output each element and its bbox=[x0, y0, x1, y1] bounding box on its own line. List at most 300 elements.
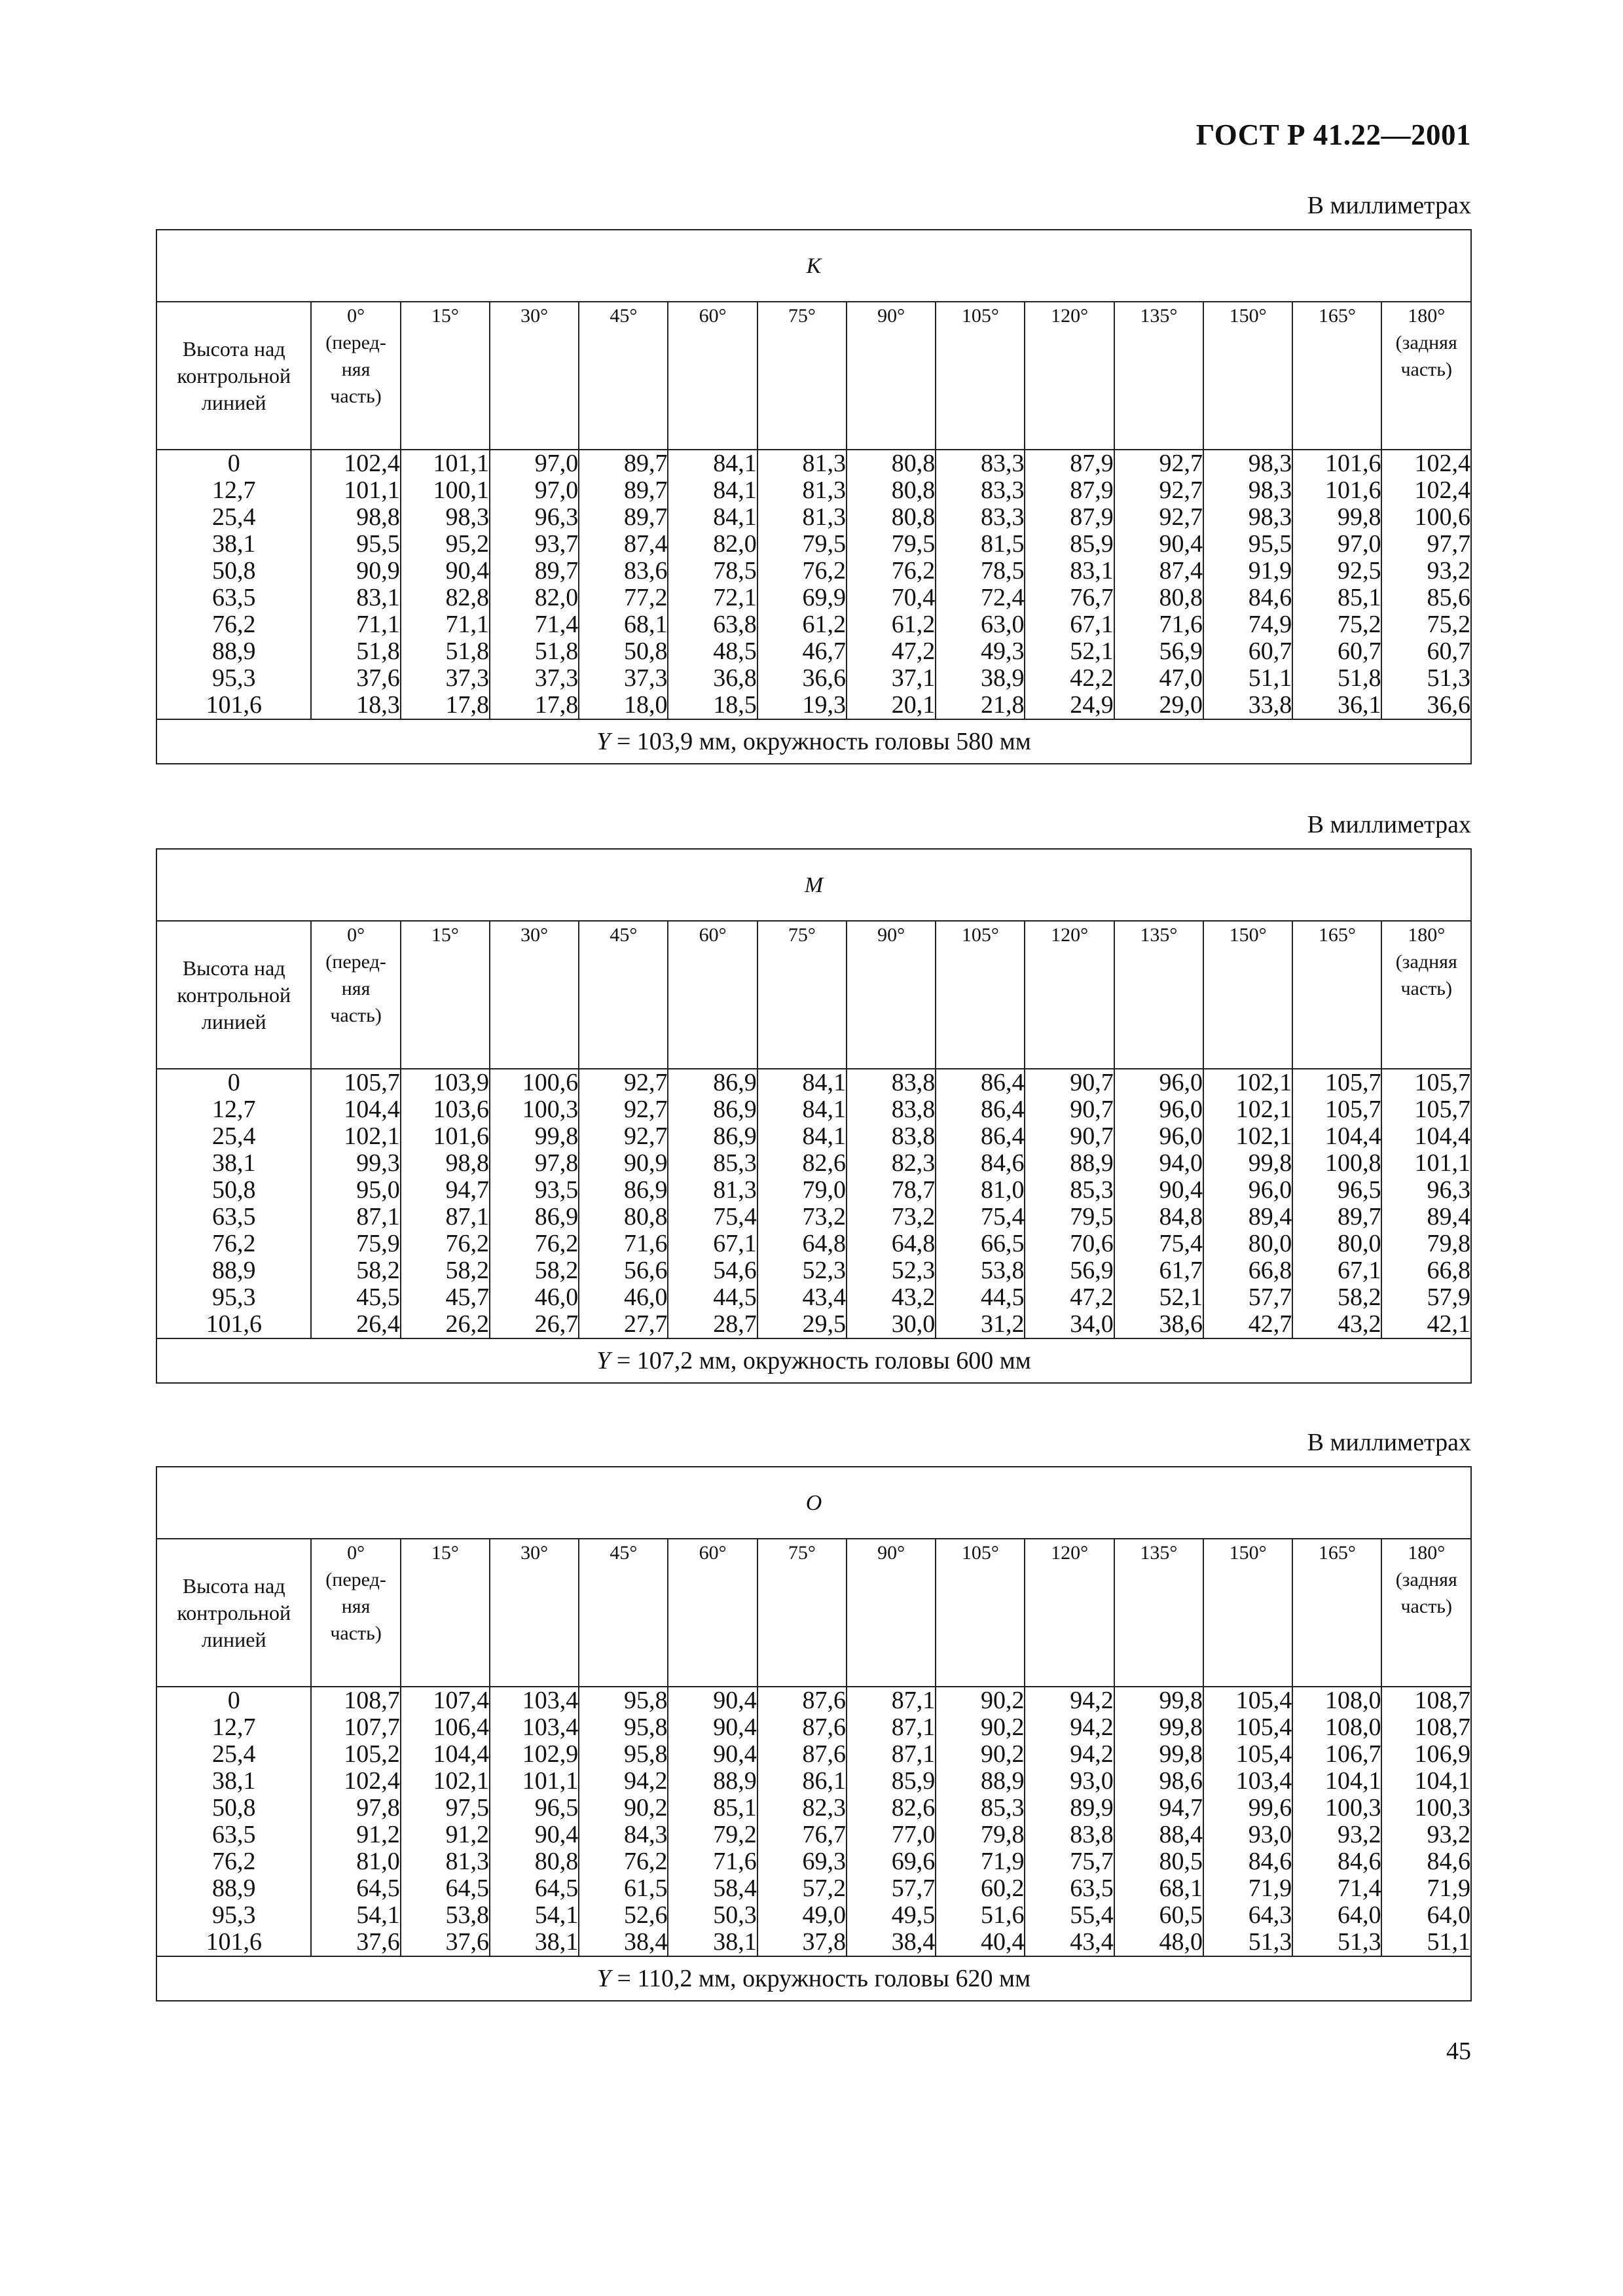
height-header-line: линией bbox=[201, 390, 266, 414]
table-cell: 80,8 bbox=[891, 503, 936, 531]
footer-row bbox=[156, 719, 1471, 764]
table-cell: 98,3 bbox=[1248, 450, 1292, 477]
angle-header bbox=[1203, 1539, 1292, 1687]
table-cell: 98,8 bbox=[445, 1149, 489, 1177]
table-cell: 83,3 bbox=[980, 476, 1025, 504]
table-cell: 94,2 bbox=[1070, 1740, 1114, 1768]
table-cell: 100,3 bbox=[522, 1096, 579, 1123]
table-cell: 87,9 bbox=[1070, 450, 1114, 477]
table-cell: 99,8 bbox=[1159, 1740, 1203, 1768]
value-column bbox=[1203, 1069, 1292, 1338]
table-cell: 78,7 bbox=[891, 1176, 936, 1204]
table-cell: 93,0 bbox=[1070, 1767, 1114, 1795]
y-variable: Y bbox=[596, 727, 611, 755]
table-cell: 85,1 bbox=[713, 1794, 757, 1821]
table-cell: 29,5 bbox=[802, 1310, 846, 1338]
table-cell: 88,9 bbox=[980, 1767, 1025, 1795]
table-cell: 99,8 bbox=[1159, 1713, 1203, 1741]
table-cell: 86,9 bbox=[623, 1176, 668, 1204]
table-cell: 77,2 bbox=[623, 584, 668, 611]
height-value: 50,8 bbox=[211, 1176, 256, 1204]
height-header-line: Высота над bbox=[182, 956, 285, 980]
table-cell: 45,7 bbox=[445, 1283, 489, 1311]
table-cell: 84,6 bbox=[1427, 1848, 1470, 1875]
table-cell: 85,3 bbox=[1070, 1176, 1114, 1204]
table-cell: 64,8 bbox=[802, 1230, 846, 1257]
table-cell: 84,1 bbox=[713, 476, 757, 504]
value-column bbox=[1025, 1069, 1114, 1338]
height-value: 12,7 bbox=[211, 1096, 256, 1123]
table-cell: 58,2 bbox=[1337, 1283, 1381, 1311]
table-cell: 61,2 bbox=[802, 611, 846, 638]
table-cell: 53,8 bbox=[980, 1257, 1025, 1284]
table-cell: 102,1 bbox=[1235, 1069, 1292, 1096]
table-cell: 81,5 bbox=[980, 530, 1025, 558]
table-cell: 93,2 bbox=[1427, 1821, 1470, 1848]
angle-label: 135° bbox=[1140, 305, 1178, 327]
angle-header bbox=[1381, 1539, 1471, 1687]
table-cell: 88,4 bbox=[1159, 1821, 1203, 1848]
table-cell: 84,6 bbox=[1248, 1848, 1292, 1875]
angle-label: 75° bbox=[788, 305, 816, 327]
table-cell: 58,2 bbox=[534, 1257, 579, 1284]
y-value: = 107,2 bbox=[616, 1346, 693, 1374]
angle-header bbox=[1114, 302, 1203, 450]
table-cell: 97,0 bbox=[1337, 530, 1381, 558]
table-cell: 91,2 bbox=[356, 1821, 400, 1848]
angle-note: (задняя bbox=[1395, 332, 1457, 353]
angle-label: 0° bbox=[347, 1542, 365, 1564]
table-cell: 84,3 bbox=[623, 1821, 668, 1848]
table-cell: 83,8 bbox=[891, 1096, 936, 1123]
value-column bbox=[668, 1069, 757, 1338]
y-variable: Y bbox=[596, 1346, 611, 1374]
table-cell: 83,3 bbox=[980, 450, 1025, 477]
table-cell: 66,8 bbox=[1248, 1257, 1292, 1284]
value-column bbox=[311, 1687, 400, 1956]
table-cell: 33,8 bbox=[1248, 691, 1292, 719]
angle-header bbox=[847, 1539, 936, 1687]
table-cell: 102,1 bbox=[433, 1767, 489, 1795]
table-cell: 74,9 bbox=[1248, 611, 1292, 638]
height-value: 101,6 bbox=[206, 1310, 262, 1338]
table-cell: 82,8 bbox=[445, 584, 489, 611]
table-cell: 51,3 bbox=[1427, 664, 1470, 692]
table-cell: 90,2 bbox=[980, 1687, 1025, 1714]
height-value: 88,9 bbox=[211, 637, 256, 665]
table-cell: 37,3 bbox=[445, 664, 489, 692]
table-cell: 83,8 bbox=[1070, 1821, 1114, 1848]
height-value: 0 bbox=[227, 450, 240, 477]
table-cell: 63,8 bbox=[713, 611, 757, 638]
angle-label: 0° bbox=[347, 924, 365, 946]
table-cell: 97,8 bbox=[534, 1149, 579, 1177]
table-cell: 85,1 bbox=[1337, 584, 1381, 611]
angle-label: 165° bbox=[1318, 1542, 1356, 1564]
table-cell: 95,8 bbox=[623, 1740, 668, 1768]
value-column bbox=[757, 1687, 847, 1956]
table-cell: 82,6 bbox=[891, 1794, 936, 1821]
table-cell: 94,2 bbox=[1070, 1687, 1114, 1714]
table-cell: 108,0 bbox=[1324, 1713, 1381, 1741]
table-cell: 92,7 bbox=[1159, 450, 1203, 477]
table-cell: 87,1 bbox=[445, 1203, 489, 1230]
angle-label: 15° bbox=[431, 924, 459, 946]
table-cell: 94,2 bbox=[623, 1767, 668, 1795]
table-cell: 85,9 bbox=[1070, 530, 1114, 558]
value-column bbox=[847, 1069, 936, 1338]
angle-label: 90° bbox=[877, 305, 905, 327]
angle-header bbox=[401, 302, 490, 450]
table-cell: 100,3 bbox=[1414, 1794, 1470, 1821]
value-column bbox=[936, 1687, 1025, 1956]
table-cell: 63,0 bbox=[980, 611, 1025, 638]
angle-label: 60° bbox=[699, 305, 727, 327]
table-cell: 83,1 bbox=[1070, 557, 1114, 584]
table-cell: 51,8 bbox=[445, 637, 489, 665]
height-value: 12,7 bbox=[211, 476, 256, 504]
table-cell: 95,5 bbox=[356, 530, 400, 558]
table-cell: 75,2 bbox=[1337, 611, 1381, 638]
table-letter: M bbox=[156, 849, 1471, 921]
table-cell: 85,3 bbox=[980, 1794, 1025, 1821]
table-cell: 84,1 bbox=[713, 450, 757, 477]
table-cell: 45,5 bbox=[356, 1283, 400, 1311]
angle-header bbox=[668, 302, 757, 450]
table-cell: 83,3 bbox=[980, 503, 1025, 531]
angle-header bbox=[668, 921, 757, 1069]
table-cell: 106,7 bbox=[1324, 1740, 1381, 1768]
table-cell: 106,9 bbox=[1414, 1740, 1470, 1768]
height-header bbox=[156, 921, 311, 1069]
angle-label: 15° bbox=[431, 1542, 459, 1564]
table-cell: 64,0 bbox=[1337, 1901, 1381, 1929]
table-cell: 84,1 bbox=[802, 1096, 846, 1123]
height-header-line: Высота над bbox=[182, 1573, 285, 1598]
table-cell: 91,9 bbox=[1248, 557, 1292, 584]
table-cell: 20,1 bbox=[891, 691, 936, 719]
table-cell: 96,3 bbox=[1427, 1176, 1470, 1204]
table-cell: 105,4 bbox=[1235, 1687, 1292, 1714]
table-cell: 99,8 bbox=[1248, 1149, 1292, 1177]
table-cell: 81,3 bbox=[445, 1848, 489, 1875]
angle-label: 75° bbox=[788, 924, 816, 946]
table-cell: 37,6 bbox=[356, 1928, 400, 1956]
table-cell: 27,7 bbox=[623, 1310, 668, 1338]
table-cell: 50,3 bbox=[713, 1901, 757, 1929]
angle-header bbox=[401, 1539, 490, 1687]
angle-note: няя bbox=[341, 359, 371, 380]
table-cell: 61,7 bbox=[1159, 1257, 1203, 1284]
value-column bbox=[401, 1069, 490, 1338]
heights-column bbox=[156, 1687, 311, 1956]
table-cell: 64,3 bbox=[1248, 1901, 1292, 1929]
value-column bbox=[1381, 450, 1471, 719]
value-column bbox=[1381, 1069, 1471, 1338]
table-cell: 96,0 bbox=[1159, 1069, 1203, 1096]
angle-label: 135° bbox=[1140, 924, 1178, 946]
angle-label: 0° bbox=[347, 305, 365, 327]
table-cell: 92,7 bbox=[623, 1096, 668, 1123]
table-cell: 56,6 bbox=[623, 1257, 668, 1284]
angle-label: 30° bbox=[520, 1542, 549, 1564]
page-number: 45 bbox=[1446, 2037, 1471, 2065]
header-row bbox=[156, 1539, 1471, 1687]
table-cell: 92,7 bbox=[1159, 476, 1203, 504]
table-cell: 90,4 bbox=[534, 1821, 579, 1848]
table-cell: 55,4 bbox=[1070, 1901, 1114, 1929]
unit-note: В миллиметрах bbox=[1307, 811, 1471, 838]
table-cell: 95,0 bbox=[356, 1176, 400, 1204]
table-cell: 90,2 bbox=[980, 1713, 1025, 1741]
table-cell: 101,1 bbox=[1414, 1149, 1470, 1177]
table-cell: 86,9 bbox=[713, 1122, 757, 1150]
table-cell: 17,8 bbox=[445, 691, 489, 719]
table-cell: 50,8 bbox=[623, 637, 668, 665]
table-cell: 104,4 bbox=[1324, 1122, 1381, 1150]
table-cell: 51,8 bbox=[1337, 664, 1381, 692]
circumference-value: 620 мм bbox=[955, 1964, 1031, 1992]
table-cell: 95,2 bbox=[445, 530, 489, 558]
table-cell: 96,0 bbox=[1248, 1176, 1292, 1204]
value-column bbox=[847, 1687, 936, 1956]
table-cell: 103,6 bbox=[433, 1096, 489, 1123]
footer-unit-text: мм, окружность головы bbox=[699, 1964, 950, 1992]
value-column bbox=[490, 1687, 579, 1956]
table-cell: 49,5 bbox=[891, 1901, 936, 1929]
table-cell: 28,7 bbox=[713, 1310, 757, 1338]
table-cell: 71,6 bbox=[713, 1848, 757, 1875]
table-cell: 71,9 bbox=[980, 1848, 1025, 1875]
table-cell: 90,9 bbox=[623, 1149, 668, 1177]
angle-header bbox=[757, 921, 847, 1069]
table-cell: 103,9 bbox=[433, 1069, 489, 1096]
table-cell: 82,0 bbox=[713, 530, 757, 558]
table-cell: 57,9 bbox=[1427, 1283, 1470, 1311]
value-column bbox=[579, 1687, 668, 1956]
angle-header bbox=[1381, 921, 1471, 1069]
table-cell: 87,6 bbox=[802, 1713, 846, 1741]
height-value: 88,9 bbox=[211, 1257, 256, 1284]
angle-note: часть) bbox=[330, 386, 382, 407]
table-cell: 90,4 bbox=[445, 557, 489, 584]
value-column bbox=[1025, 1687, 1114, 1956]
table-cell: 94,2 bbox=[1070, 1713, 1114, 1741]
angle-note: (задняя bbox=[1395, 1569, 1457, 1590]
table-cell: 66,5 bbox=[980, 1230, 1025, 1257]
table-cell: 102,4 bbox=[344, 1767, 400, 1795]
table-cell: 81,0 bbox=[356, 1848, 400, 1875]
value-column bbox=[401, 1687, 490, 1956]
height-value: 101,6 bbox=[206, 1928, 262, 1956]
table-cell: 108,7 bbox=[1414, 1687, 1470, 1714]
height-value: 63,5 bbox=[211, 584, 256, 611]
table-o bbox=[156, 1466, 1472, 2001]
table-m bbox=[156, 848, 1472, 1384]
angle-label: 180° bbox=[1408, 305, 1446, 327]
table-cell: 86,1 bbox=[802, 1767, 846, 1795]
circumference-value: 580 мм bbox=[956, 727, 1031, 755]
table-cell: 81,3 bbox=[802, 476, 846, 504]
table-cell: 64,5 bbox=[534, 1874, 579, 1902]
angle-label: 150° bbox=[1229, 1542, 1267, 1564]
value-column bbox=[490, 1069, 579, 1338]
table-cell: 76,2 bbox=[802, 557, 846, 584]
value-column bbox=[757, 1069, 847, 1338]
table-cell: 34,0 bbox=[1070, 1310, 1114, 1338]
table-cell: 44,5 bbox=[980, 1283, 1025, 1311]
value-column bbox=[1381, 1687, 1471, 1956]
table-cell: 105,2 bbox=[344, 1740, 400, 1768]
table-cell: 61,2 bbox=[891, 611, 936, 638]
table-cell: 47,2 bbox=[891, 637, 936, 665]
angle-label: 45° bbox=[610, 924, 638, 946]
heights-column bbox=[156, 1069, 311, 1338]
angle-label: 150° bbox=[1229, 924, 1267, 946]
table-cell: 43,2 bbox=[1337, 1310, 1381, 1338]
angle-header bbox=[579, 1539, 668, 1687]
height-value: 50,8 bbox=[211, 557, 256, 584]
data-row bbox=[156, 1687, 1471, 1956]
table-cell: 56,9 bbox=[1159, 637, 1203, 665]
table-cell: 89,7 bbox=[623, 450, 668, 477]
table-footer bbox=[156, 1956, 1471, 2001]
table-cell: 92,7 bbox=[1159, 503, 1203, 531]
table-cell: 26,7 bbox=[534, 1310, 579, 1338]
table-cell: 47,2 bbox=[1070, 1283, 1114, 1311]
table-cell: 37,3 bbox=[623, 664, 668, 692]
table-cell: 89,7 bbox=[534, 557, 579, 584]
value-column bbox=[668, 450, 757, 719]
table-cell: 70,4 bbox=[891, 584, 936, 611]
table-cell: 102,1 bbox=[1235, 1122, 1292, 1150]
height-header-line: Высота над bbox=[182, 336, 285, 361]
angle-label: 45° bbox=[610, 305, 638, 327]
angle-label: 60° bbox=[699, 1542, 727, 1564]
table-cell: 87,1 bbox=[356, 1203, 400, 1230]
table-cell: 87,4 bbox=[623, 530, 668, 558]
table-cell: 76,2 bbox=[623, 1848, 668, 1875]
table-cell: 80,0 bbox=[1248, 1230, 1292, 1257]
table-cell: 84,6 bbox=[980, 1149, 1025, 1177]
table-cell: 51,6 bbox=[980, 1901, 1025, 1929]
height-header-line: контрольной bbox=[177, 363, 291, 387]
table-cell: 52,1 bbox=[1070, 637, 1114, 665]
table-cell: 76,2 bbox=[534, 1230, 579, 1257]
table-cell: 102,1 bbox=[1235, 1096, 1292, 1123]
angle-header bbox=[1025, 302, 1114, 450]
height-value: 0 bbox=[227, 1069, 240, 1096]
table-cell: 89,9 bbox=[1070, 1794, 1114, 1821]
table-cell: 18,0 bbox=[623, 691, 668, 719]
table-cell: 60,7 bbox=[1337, 637, 1381, 665]
footer-row bbox=[156, 1956, 1471, 2001]
table-cell: 97,7 bbox=[1427, 530, 1470, 558]
angle-label: 90° bbox=[877, 1542, 905, 1564]
table-cell: 80,8 bbox=[1159, 584, 1203, 611]
height-value: 88,9 bbox=[211, 1874, 256, 1902]
height-value: 38,1 bbox=[211, 1149, 256, 1177]
angle-note: часть) bbox=[1400, 1596, 1452, 1617]
height-value: 25,4 bbox=[211, 503, 256, 531]
footer-row bbox=[156, 1338, 1471, 1383]
table-cell: 57,7 bbox=[1248, 1283, 1292, 1311]
table-cell: 104,1 bbox=[1324, 1767, 1381, 1795]
unit-note: В миллиметрах bbox=[1307, 1429, 1471, 1456]
table-cell: 87,6 bbox=[802, 1740, 846, 1768]
table-cell: 103,4 bbox=[1235, 1767, 1292, 1795]
angle-header bbox=[1292, 921, 1381, 1069]
table-cell: 101,6 bbox=[1324, 476, 1381, 504]
table-cell: 78,5 bbox=[713, 557, 757, 584]
value-column bbox=[311, 1069, 400, 1338]
heights-column bbox=[156, 450, 311, 719]
angle-label: 120° bbox=[1051, 305, 1089, 327]
height-value: 101,6 bbox=[206, 691, 262, 719]
table-cell: 96,5 bbox=[534, 1794, 579, 1821]
table-cell: 105,7 bbox=[1414, 1069, 1470, 1096]
table-cell: 102,4 bbox=[1414, 476, 1470, 504]
value-column bbox=[579, 450, 668, 719]
angle-note: няя bbox=[341, 1596, 371, 1617]
table-cell: 105,7 bbox=[1324, 1069, 1381, 1096]
table-cell: 43,4 bbox=[1070, 1928, 1114, 1956]
table-cell: 51,1 bbox=[1248, 664, 1292, 692]
table-cell: 64,8 bbox=[891, 1230, 936, 1257]
table-cell: 107,7 bbox=[344, 1713, 400, 1741]
table-cell: 54,1 bbox=[356, 1901, 400, 1929]
table-cell: 97,0 bbox=[534, 450, 579, 477]
table-cell: 56,9 bbox=[1070, 1257, 1114, 1284]
height-value: 63,5 bbox=[211, 1821, 256, 1848]
table-cell: 89,4 bbox=[1427, 1203, 1470, 1230]
table-cell: 72,4 bbox=[980, 584, 1025, 611]
table-cell: 97,5 bbox=[445, 1794, 489, 1821]
height-value: 76,2 bbox=[211, 1848, 256, 1875]
table-cell: 85,6 bbox=[1427, 584, 1470, 611]
angle-header bbox=[1203, 921, 1292, 1069]
table-cell: 100,6 bbox=[522, 1069, 579, 1096]
angle-header bbox=[311, 1539, 400, 1687]
letter-row bbox=[156, 849, 1471, 921]
table-cell: 75,4 bbox=[1159, 1230, 1203, 1257]
table-cell: 79,8 bbox=[1427, 1230, 1470, 1257]
table-cell: 88,9 bbox=[713, 1767, 757, 1795]
header-row bbox=[156, 302, 1471, 450]
table-cell: 100,8 bbox=[1324, 1149, 1381, 1177]
angle-header bbox=[1025, 921, 1114, 1069]
table-cell: 63,5 bbox=[1070, 1874, 1114, 1902]
angle-label: 105° bbox=[961, 1542, 999, 1564]
table-cell: 73,2 bbox=[802, 1203, 846, 1230]
table-cell: 89,7 bbox=[623, 476, 668, 504]
height-value: 76,2 bbox=[211, 1230, 256, 1257]
y-value: = 103,9 bbox=[616, 727, 693, 755]
table-cell: 75,2 bbox=[1427, 611, 1470, 638]
table-cell: 76,2 bbox=[891, 557, 936, 584]
table-cell: 90,7 bbox=[1070, 1096, 1114, 1123]
table-cell: 83,1 bbox=[356, 584, 400, 611]
table-cell: 90,4 bbox=[713, 1740, 757, 1768]
table-footer bbox=[156, 1338, 1471, 1383]
table-cell: 94,7 bbox=[445, 1176, 489, 1204]
angle-note: (задняя bbox=[1395, 951, 1457, 973]
table-cell: 79,5 bbox=[802, 530, 846, 558]
table-cell: 93,2 bbox=[1427, 557, 1470, 584]
table-cell: 52,3 bbox=[891, 1257, 936, 1284]
height-value: 95,3 bbox=[211, 1901, 256, 1929]
table-cell: 38,4 bbox=[891, 1928, 936, 1956]
